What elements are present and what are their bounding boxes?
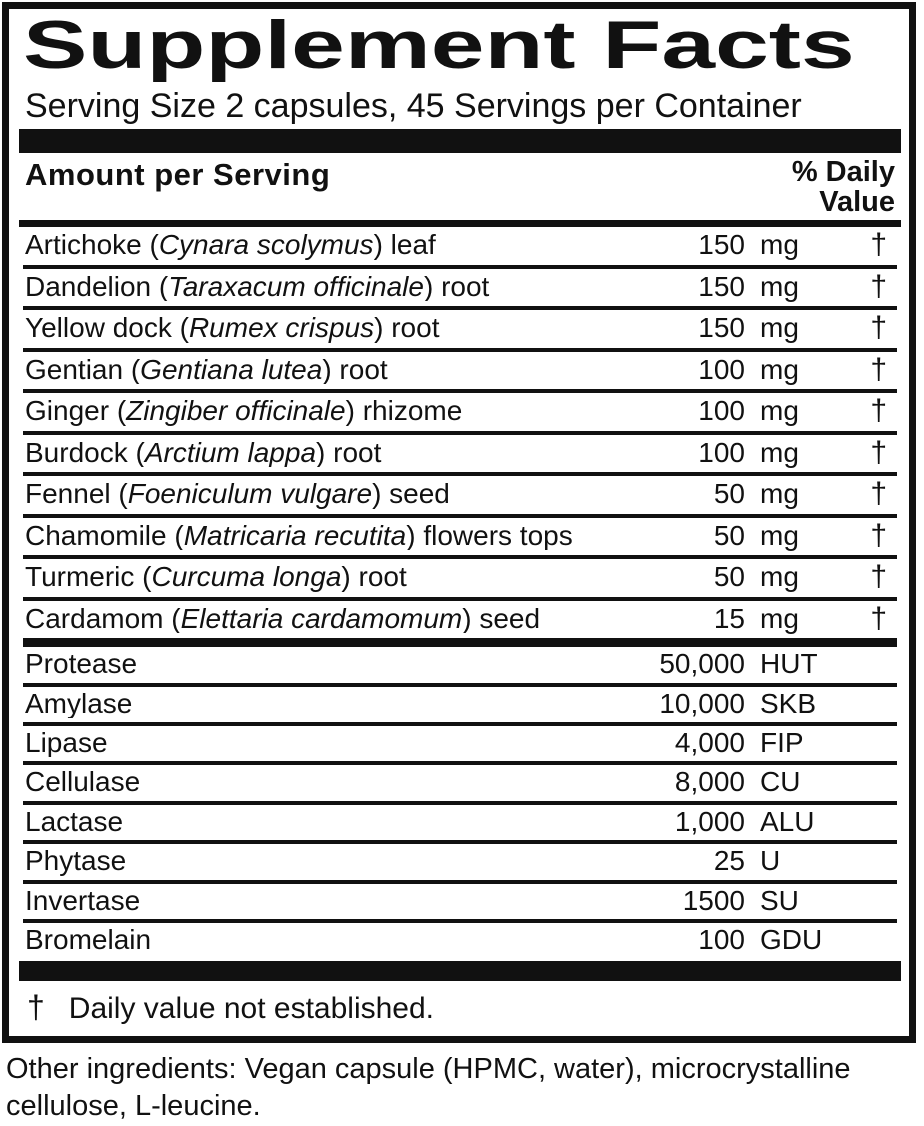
ingredient-unit: mg [760,229,799,261]
latin-name: Zingiber officinale [126,396,346,426]
ingredient-name: Invertase [25,885,141,915]
ingredient-unit: SU [760,884,799,916]
ingredient-amount: 150 [698,312,745,344]
ingredient-unit: mg [760,312,799,344]
ingredient-name: Lactase [25,806,124,837]
herb-row [23,348,897,390]
enzyme-row [23,840,897,879]
ingredient-unit: FIP [760,726,804,758]
footnote [23,981,897,1036]
ingredient-unit: mg [760,602,799,634]
ingredient-name: Amylase [25,688,133,718]
ingredient-name: Protease [25,649,138,679]
ingredient-unit: mg [760,436,799,468]
ingredient-daily-value: † [870,477,887,511]
latin-name: Gentiana lutea [140,354,323,385]
latin-name: Curcuma longa [151,562,342,592]
ingredient-unit: mg [760,270,799,302]
herb-row [23,265,897,307]
ingredient-amount: 50,000 [659,648,745,680]
ingredient-amount: 1500 [682,884,745,916]
ingredient-name: Gentian (Gentiana lutea) root [25,354,388,385]
latin-name: Matricaria recutita [183,520,407,551]
ingredient-unit: ALU [760,805,815,837]
ingredient-amount: 100 [698,395,745,427]
enzyme-row [23,638,897,682]
latin-name: Taraxacum officinale [168,271,424,302]
enzyme-ingredient-list [23,638,897,958]
ingredient-name: Dandelion (Taraxacum officinale) root [25,271,490,302]
ingredient-amount: 15 [713,602,745,634]
herb-row [23,389,897,431]
ingredient-daily-value: † [870,394,887,428]
latin-name: Rumex crispus [188,313,375,343]
ingredient-unit: SKB [760,687,817,719]
ingredient-unit: mg [760,395,799,427]
herb-row [23,555,897,597]
ingredient-unit: HUT [760,648,818,680]
ingredient-unit: mg [760,519,799,551]
latin-name: Cynara scolymus [158,230,374,260]
ingredient-amount: 25 [713,845,745,877]
thick-divider-bottom [19,961,901,981]
ingredient-daily-value: † [870,518,887,552]
ingredient-unit: mg [760,353,799,385]
ingredient-amount: 10,000 [659,687,745,719]
serving-info: Serving Size 2 capsules, 45 Servings per Container [25,87,802,125]
footnote-text: Daily value not established. [68,992,435,1026]
daily-value-header-line1: % Daily [791,155,895,188]
ingredient-daily-value: † [870,269,887,303]
column-header-row [23,153,897,220]
ingredient-daily-value: † [870,601,887,635]
ingredient-amount: 8,000 [674,766,745,798]
latin-name: Arctium lappa [144,437,317,468]
ingredient-name: Turmeric (Curcuma longa) root [25,562,407,592]
ingredient-amount: 50 [713,478,745,510]
enzyme-row [23,880,897,919]
herb-row [23,227,897,265]
ingredient-name: Phytase [25,846,127,876]
ingredient-amount: 150 [698,229,745,261]
enzyme-row [23,919,897,958]
herb-row [23,514,897,556]
supplement-facts-panel [2,2,916,1043]
daily-value-header-line2: Value [819,186,895,219]
ingredient-name: Yellow dock (Rumex crispus) root [25,313,440,343]
latin-name: Foeniculum vulgare [127,479,373,509]
enzyme-row [23,761,897,800]
panel-title-text: Supplement Facts [23,7,855,83]
thick-divider-top [19,129,901,153]
ingredient-amount: 50 [713,561,745,593]
ingredient-name: Cellulase [25,767,141,797]
ingredient-unit: mg [760,561,799,593]
other-ingredients: Other ingredients: Vegan capsule (HPMC, water), microcrystalline cellulose, L-leucine. [6,1053,851,1123]
ingredient-amount: 100 [698,923,745,955]
enzyme-row [23,722,897,761]
ingredient-amount: 4,000 [674,726,745,758]
enzyme-row [23,683,897,722]
ingredient-name: Lipase [25,727,108,758]
herb-ingredient-list [23,227,897,638]
ingredient-name: Artichoke (Cynara scolymus) leaf [25,230,436,260]
ingredient-name: Fennel (Foeniculum vulgare) seed [25,479,450,509]
ingredient-unit: GDU [760,923,823,955]
ingredient-daily-value: † [870,435,887,469]
herb-row [23,597,897,639]
ingredient-unit: mg [760,478,799,510]
amount-per-serving-header: Amount per Serving [25,156,331,192]
ingredient-amount: 100 [698,436,745,468]
ingredient-name: Chamomile (Matricaria recutita) flowers tops [25,520,573,551]
ingredient-daily-value: † [870,228,887,262]
ingredient-name: Bromelain [25,924,152,955]
ingredient-daily-value: † [870,560,887,594]
enzyme-row [23,801,897,840]
herb-row [23,306,897,348]
ingredient-amount: 100 [698,353,745,385]
herb-row [23,472,897,514]
header-rule-divider [19,220,901,227]
dagger-symbol: † [27,989,45,1026]
ingredient-name: Burdock (Arctium lappa) root [25,437,382,468]
ingredient-name: Ginger (Zingiber officinale) rhizome [25,396,463,426]
ingredient-unit: U [760,845,781,877]
daily-value-header [792,157,895,218]
ingredient-amount: 50 [713,519,745,551]
ingredient-name: Cardamom (Elettaria cardamomum) seed [25,603,541,634]
latin-name: Elettaria cardamomum [180,603,463,634]
ingredient-amount: 150 [698,270,745,302]
panel-title [23,7,897,87]
ingredient-unit: CU [760,766,801,798]
ingredient-daily-value: † [870,311,887,345]
ingredient-daily-value: † [870,352,887,386]
ingredient-amount: 1,000 [674,805,745,837]
herb-row [23,431,897,473]
